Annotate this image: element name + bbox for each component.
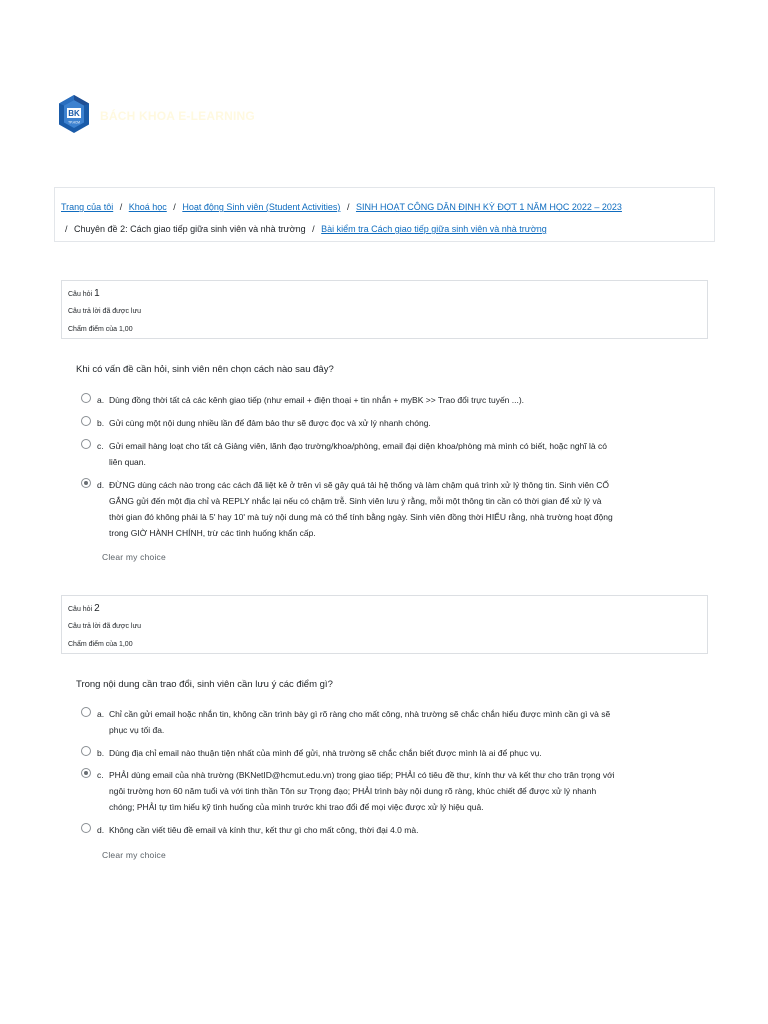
radio-button[interactable] xyxy=(81,416,91,426)
answer-letter: c. xyxy=(97,441,104,451)
answer-option[interactable] xyxy=(81,415,701,431)
radio-button-checked[interactable] xyxy=(81,478,91,488)
answer-text: Không cần viết tiêu đề email và kính thư, kết thư gì cho mất công, thời đại 4.0 mà. xyxy=(109,825,419,835)
breadcrumb xyxy=(54,187,715,242)
logo-text: BK xyxy=(68,109,80,118)
breadcrumb-line-1 xyxy=(61,196,714,218)
radio-button[interactable] xyxy=(81,393,91,403)
answer-letter: a. xyxy=(97,395,105,405)
clear-choice-link[interactable]: Clear my choice xyxy=(102,850,166,860)
answer-text: PHẢI dùng email của nhà trường (BKNetID@hcmut.edu.vn) trong giao tiếp; PHẢI có tiêu đề thư, kính thư và kết thư cho trân trọng với ngôi trường hơn 60 năm tuổi và với tinh thần Tôn sư Trọng đạo; PHẢI trình bày nội dung rõ ràng, khúc chiết để được xử lý nhanh chóng; PHẢI tự tìm hiểu kỹ tình huống của mình trước khi trao đổi để mọi việc được xử lý hiệu quả. xyxy=(109,770,615,812)
radio-button[interactable] xyxy=(81,746,91,756)
answer-option[interactable] xyxy=(81,822,701,838)
breadcrumb-course-session[interactable]: SINH HOẠT CÔNG DÂN ĐỊNH KỲ ĐỢT 1 NĂM HỌC 2022 – 2023 xyxy=(355,202,622,212)
breadcrumb-courses[interactable]: Khoá học xyxy=(128,202,167,212)
breadcrumb-topic: Chuyên đề 2: Cách giao tiếp giữa sinh viên và nhà trường xyxy=(74,224,306,234)
bk-logo-icon xyxy=(56,94,92,134)
radio-button-checked[interactable] xyxy=(81,768,91,778)
answer-letter: a. xyxy=(97,709,105,719)
radio-button[interactable] xyxy=(81,439,91,449)
question-1-info xyxy=(61,280,708,339)
answer-option[interactable] xyxy=(81,767,701,815)
breadcrumb-separator: / xyxy=(65,224,68,234)
breadcrumb-separator: / xyxy=(173,202,176,212)
answer-letter: c. xyxy=(97,770,104,780)
breadcrumb-quiz[interactable]: Bài kiểm tra Cách giao tiếp giữa sinh viên và nhà trường xyxy=(321,224,547,234)
answer-option[interactable] xyxy=(81,706,701,738)
answer-letter: d. xyxy=(97,480,105,490)
answer-text: ĐỪNG dùng cách nào trong các cách đã liệt kê ở trên vì sẽ gây quá tải hệ thống và làm chậm quá trình xử lý thông tin. Sinh viên CỐ GẮNG gửi đến một địa chỉ và REPLY nhắc lại nếu có chậm trễ. Sinh viên lưu ý rằng, mỗi một thông tin cần có thời gian để xử lý và thời gian đó không phải là 5' hay 10' mà tuỳ nội dung mà có thể tính bằng ngày. Sinh viên đồng thời HIỂU rằng, nhà trường hoạt động trong GIỜ HÀNH CHÍNH, trừ các tình huống khẩn cấp. xyxy=(109,480,613,538)
radio-button[interactable] xyxy=(81,823,91,833)
answer-text: Dùng địa chỉ email nào thuận tiện nhất của mình để gửi, nhà trường sẽ chắc chắn biết được mình là ai để phục vụ. xyxy=(109,748,542,758)
answer-option[interactable] xyxy=(81,392,701,408)
answer-letter: d. xyxy=(97,825,105,835)
answer-text: Dùng đồng thời tất cả các kênh giao tiếp (như email + điện thoại + tin nhắn + myBK >> Trao đổi trực tuyến ...). xyxy=(109,395,525,405)
question-number: 2 xyxy=(94,603,100,614)
breadcrumb-my-page[interactable]: Trang của tôi xyxy=(61,202,114,212)
answer-letter: b. xyxy=(97,418,105,428)
answer-option[interactable] xyxy=(81,745,701,761)
answer-option[interactable] xyxy=(81,477,701,541)
question-number: 1 xyxy=(94,288,100,299)
clear-choice-link[interactable]: Clear my choice xyxy=(102,552,166,562)
question-label: Câu hỏi xyxy=(68,606,93,613)
question-grade: Chấm điểm của 1,00 xyxy=(68,641,133,648)
answer-text: Gửi cùng một nội dung nhiều lần để đảm bảo thư sẽ được đọc và xử lý nhanh chóng. xyxy=(109,418,431,428)
site-brand[interactable] xyxy=(56,94,255,134)
logo-subtext: TP.HCM xyxy=(68,120,80,125)
breadcrumb-separator: / xyxy=(119,202,123,212)
breadcrumb-separator: / xyxy=(312,224,315,234)
radio-button[interactable] xyxy=(81,707,91,717)
question-status: Câu trả lời đã được lưu xyxy=(68,623,142,630)
question-1-text: Khi có vấn đề cần hỏi, sinh viên nên chọn cách nào sau đây? xyxy=(76,364,334,375)
question-2-text: Trong nội dung cần trao đổi, sinh viên cần lưu ý các điểm gì? xyxy=(76,679,333,690)
answer-text: Chỉ cần gửi email hoặc nhắn tin, không cần trình bày gì rõ ràng cho mất công, nhà trường sẽ chắc chắn hiểu được mình cần gì và sẽ phục vụ tối đa. xyxy=(109,709,611,735)
answer-text: Gửi email hàng loạt cho tất cả Giảng viên, lãnh đạo trường/khoa/phòng, email đại diện khoa/phòng mà mình có biết, hoặc nghĩ là có liên quan. xyxy=(109,441,607,467)
breadcrumb-separator: / xyxy=(346,202,350,212)
question-status: Câu trả lời đã được lưu xyxy=(68,308,142,315)
answer-option[interactable] xyxy=(81,438,701,470)
breadcrumb-student-activities[interactable]: Hoạt động Sinh viên (Student Activities) xyxy=(182,202,341,212)
answer-letter: b. xyxy=(97,748,105,758)
question-label: Câu hỏi xyxy=(68,291,93,298)
question-grade: Chấm điểm của 1,00 xyxy=(68,326,133,333)
breadcrumb-line-2 xyxy=(61,218,714,240)
site-name[interactable]: BÁCH KHOA E-LEARNING xyxy=(100,109,255,123)
question-2-info xyxy=(61,595,708,654)
